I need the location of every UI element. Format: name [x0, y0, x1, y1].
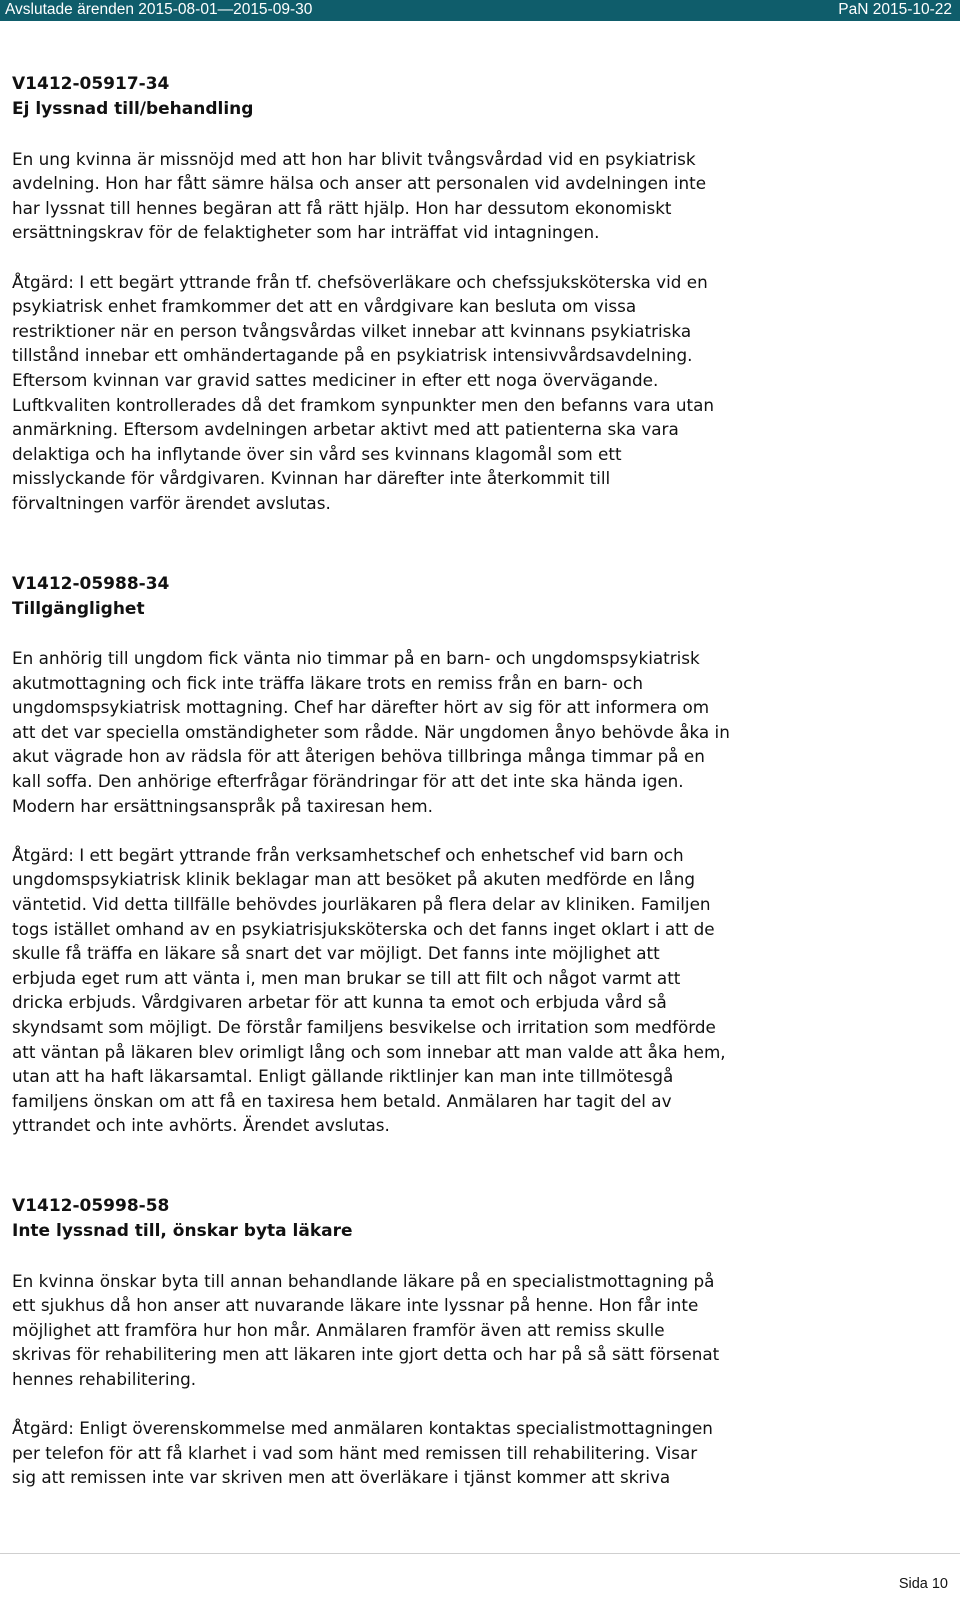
case-id: V1412-05988-34	[12, 573, 170, 594]
case-id: V1412-05917-34	[12, 74, 170, 94]
page-header	[0, 0, 960, 21]
header-report-title: Avslutade ärenden 2015-08-01—2015-09-30	[5, 1, 313, 18]
case-action: Åtgärd: I ett begärt yttrande från tf. chefsöverläkare och chefssjuksköterska vid en psykiatrisk enhet framkommer det att en vårdgivare kan besluta om vissa restriktioner när en person tvångsvårdas vilket innebar att kvinnans psykiatriska tillstånd innebar ett omhändertagande på en psykiatrisk intensivvårdsavdelning. Eftersom kvinnan var gravid sattes mediciner in efter ett noga övervägande. Luftkvaliten kontrollerades då det framkom synpunkter men den befanns vara utan anmärkning. Eftersom avdelningen arbetar aktivt med att patienterna ska vara delaktiga och ha inflytande över sin vård ses kvinnans klagomål som ett misslyckande för vårdgivaren. Kvinnan har därefter inte återkommit till förvaltningen varför ärendet avslutas.	[12, 271, 715, 513]
case-description: En ung kvinna är missnöjd med att hon har blivit tvångsvårdad vid en psykiatrisk avdelning. Hon har fått sämre hälsa och anser att personalen vid avdelningen inte har lyssnat till hennes begäran att få rätt hjälp. Hon har dessutom ekonomiskt ersättningskrav för de felaktigheter som har inträffat vid intagningen.	[12, 148, 707, 243]
case-entry	[12, 1194, 912, 1490]
case-id: V1412-05998-58	[12, 1195, 170, 1216]
document-body	[12, 72, 912, 1515]
case-title: Ej lyssnad till/behandling	[12, 99, 254, 119]
case-description: En anhörig till ungdom fick vänta nio timmar på en barn- och ungdomspsykiatrisk akutmottagning och fick inte träffa läkare trots en remiss från en barn- och ungdomspsykiatrisk mottagning. Chef har därefter hört av sig för att informera om att det var speciella omständigheter som rådde. När ungdomen ånyo behövde åka in akut vägrade hon av rädsla för att återigen behöva tillbringa många timmar på en kall soffa. Den anhörige efterfrågar förändringar för att det inte ska hända igen. Modern har ersättningsanspråk på taxiresan hem.	[12, 648, 730, 816]
header-report-date: PaN 2015-10-22	[838, 1, 952, 18]
case-title: Inte lyssnad till, önskar byta läkare	[12, 1220, 353, 1241]
case-entry	[12, 572, 912, 1138]
footer-divider	[0, 1553, 960, 1554]
case-action: Åtgärd: I ett begärt yttrande från verksamhetschef och enhetschef vid barn och ungdomspsykiatrisk klinik beklagar man att besöket på akuten medförde en lång väntetid. Vid detta tillfälle behövdes jourläkaren på flera delar av kliniken. Familjen togs istället omhand av en psykiatrisjuksköterska och det fanns inget oklart i att de skulle få träffa en läkare så snart det var möjligt. Det fanns inte möjlighet att erbjuda eget rum att vänta i, men man brukar se till att filt och något varmt att dricka erbjuds. Vårdgivaren arbetar för att kunna ta emot och erbjuda vård så skyndsamt som möjligt. De förstår familjens besvikelse och irritation som medförde att väntan på läkaren blev orimligt lång och som innebar att man valde att åka hem, utan att ha haft läkarsamtal. Enligt gällande riktlinjer kan man inte tillmötesgå familjens önskan om att få en taxiresa hem betald. Anmälaren har tagit del av yttrandet och inte avhörts. Ärendet avslutas.	[12, 844, 726, 1136]
case-action: Åtgärd: Enligt överenskommelse med anmälaren kontaktas specialistmottagningen per telefon för att få klarhet i vad som hänt med remissen till rehabilitering. Visar sig att remissen inte var skriven men att överläkare i tjänst kommer att skriva	[12, 1418, 713, 1488]
case-description: En kvinna önskar byta till annan behandlande läkare på en specialistmottagning på ett sjukhus då hon anser att nuvarande läkare inte lyssnar på henne. Hon får inte möjlighet att framföra hur hon mår. Anmälaren framför även att remiss skulle skrivas för rehabilitering men att läkaren inte gjort detta och har på så sätt försenat hennes rehabilitering.	[12, 1270, 720, 1389]
case-title: Tillgänglighet	[12, 598, 145, 619]
page-number: Sida 10	[898, 1576, 948, 1592]
case-entry	[12, 72, 912, 516]
